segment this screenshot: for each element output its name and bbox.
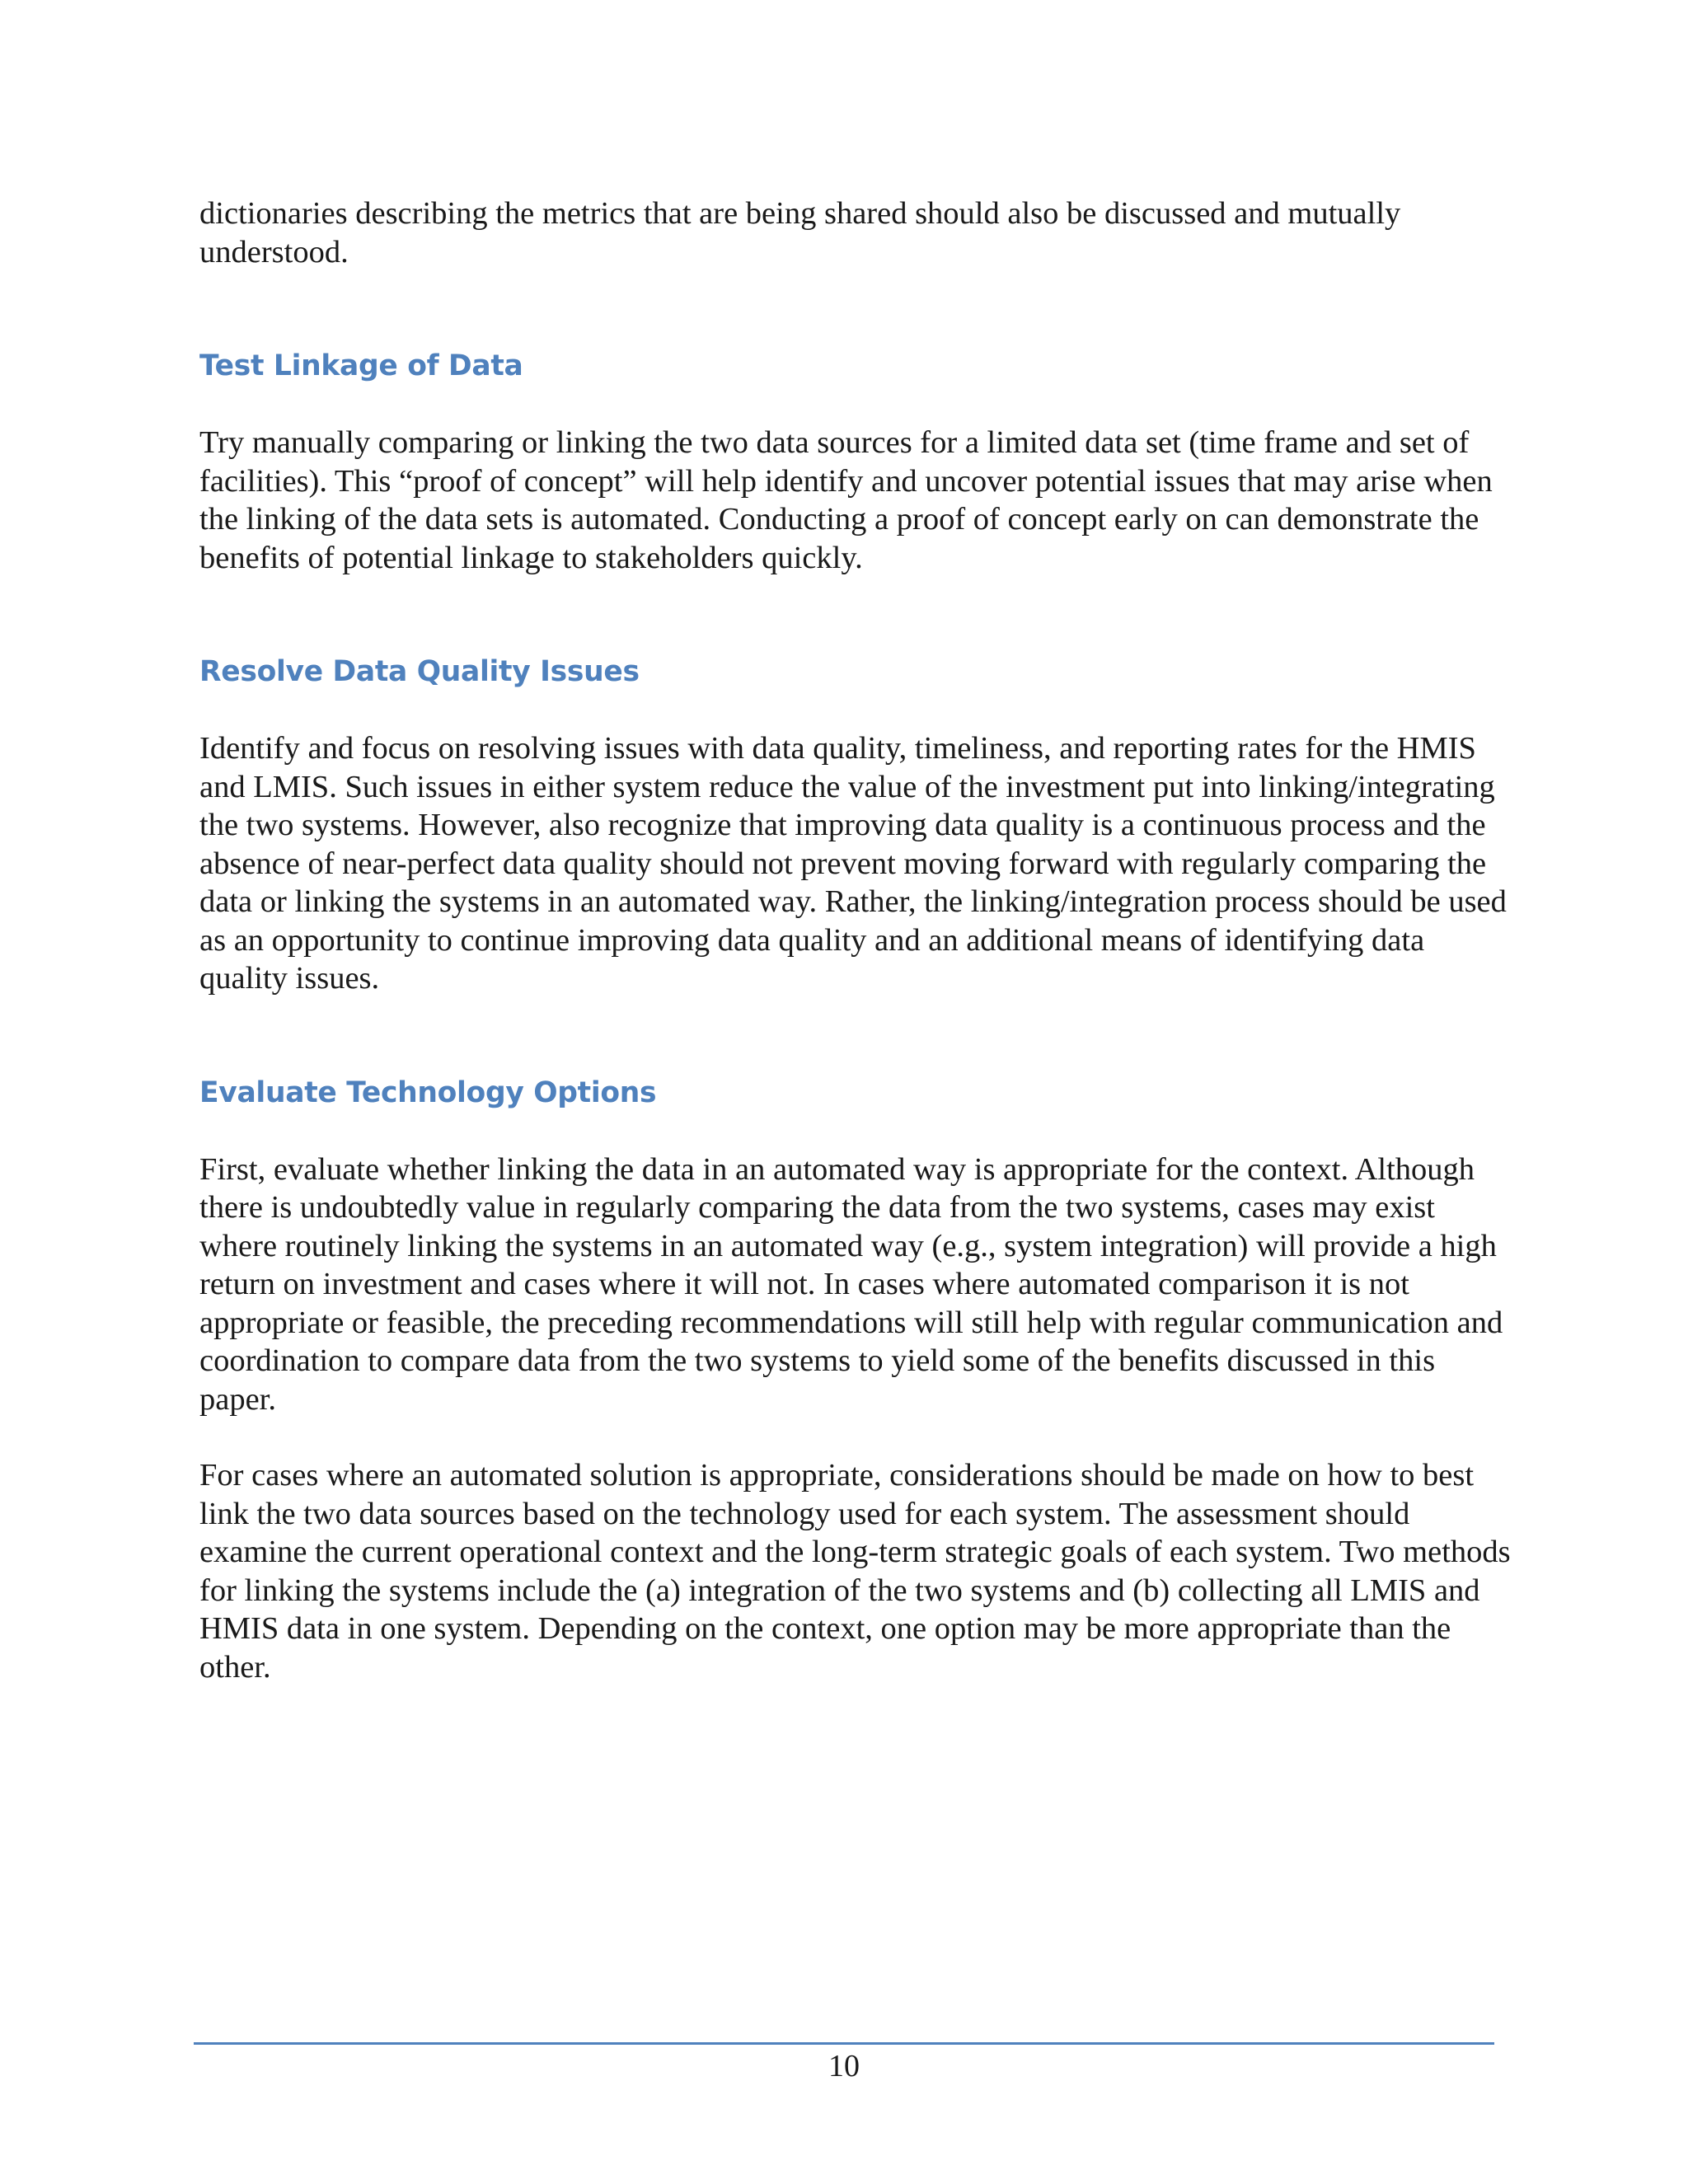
- section-paragraph-data-quality: Identify and focus on resolving issues with data quality, timeliness, and reporting rates for the HMIS and LMIS. Such issues in either system reduce the value of the investment put into linking/integrating the two systems. However, also recognize that improving data quality is a continuous process and the absence of near-perfect data quality should not prevent moving forward with regularly comparing the data or linking the systems in an automated way. Rather, the linking/integration process should be used as an opportunity to continue improving data quality and an additional means of identifying data quality issues.: [199, 731, 1507, 996]
- section-heading-test-linkage: Test Linkage of Data: [199, 349, 523, 382]
- page-body: [199, 194, 1518, 1686]
- section-heading-technology-options: Evaluate Technology Options: [199, 1076, 657, 1109]
- section-paragraph-technology-options-2: For cases where an automated solution is appropriate, considerations should be made on how to best link the two data sources based on the technology used for each system. The assessment should examine the current operational context and the long-term strategic goals of each system. Two methods for linking the systems include the (a) integration of the two systems and (b) collecting all LMIS and HMIS data in one system. Depending on the context, one option may be more appropriate than the other.: [199, 1458, 1511, 1685]
- section-heading-data-quality: Resolve Data Quality Issues: [199, 655, 640, 688]
- footer-rule: [194, 2042, 1494, 2045]
- section-paragraph-test-linkage: Try manually comparing or linking the two data sources for a limited data set (time frame and set of facilities). This “proof of concept” will help identify and uncover potential issues that may arise when the linking of the data sets is automated. Conducting a proof of concept early on can demonstrate the benefits of potential linkage to stakeholders quickly.: [199, 425, 1493, 575]
- section-paragraph-technology-options-1: First, evaluate whether linking the data in an automated way is appropriate for the context. Although there is undoubtedly value in regularly comparing the data from the two systems, cases may exist where routinely linking the systems in an automated way (e.g., system integration) will provide a high return on investment and cases where it will not. In cases where automated comparison it is not appropriate or feasible, the preceding recommendations will still help with regular communication and coordination to compare data from the two systems to yield some of the benefits discussed in this paper.: [199, 1151, 1503, 1417]
- intro-paragraph: dictionaries describing the metrics that are being shared should also be discussed and mutually understood.: [199, 196, 1401, 269]
- page-number: 10: [828, 2049, 860, 2083]
